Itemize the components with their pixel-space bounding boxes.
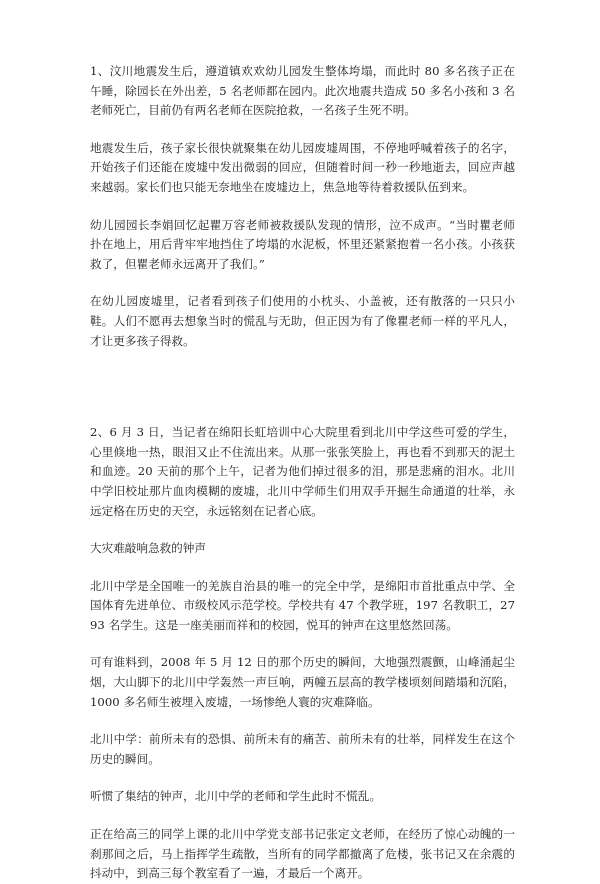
paragraph-earthquake-moment: 可有谁料到，2008 年 5 月 12 日的那个历史的瞬间，大地强烈震颤，山峰涌起尘烟，大山脚下的北川中学轰然一声巨响，两幢五层高的教学楼顷刻间踏塌和沉陷，1000 多名师生被埋入废墟，一场惨绝人寰的灾难降临。 <box>90 655 515 709</box>
paragraph-school-profile: 北川中学是全国唯一的羌族自治县的唯一的完全中学，是绵阳市首批重点中学、全国体育先进单位、市级校风示范学校。学校共有 47 个教学班，197 名教职工，2793 名学生。这是一座美丽而祥和的校园，悦耳的钟声在这里悠然回荡。 <box>90 578 515 632</box>
paragraph-bell-calm: 听惯了集结的钟声，北川中学的老师和学生此时不慌乱。 <box>90 789 382 804</box>
paragraph-teacher-zhang: 正在给高三的同学上课的北川中学党支部书记张定文老师，在经历了惊心动魄的一刹那间之后，马上指挥学生疏散，当所有的同学都撤离了危楼，张书记又在余震的抖动中，到高三每个教室看了一遍，才最后一个离开。 <box>90 827 515 881</box>
paragraph-teacher-rescue: 幼儿园园长李娟回忆起瞿万容老师被救援队发现的情形，泣不成声。“当时瞿老师扑在地上，用后背牢牢地挡住了垮塌的水泥板，怀里还紧紧抱着一名小孩。小孩获救了，但瞿老师永远离开了我们。” <box>90 217 515 271</box>
paragraph-parents-waiting: 地震发生后，孩子家长很快就聚集在幼儿园废墟周围，不停地呼喊着孩子的名字，开始孩子们还能在废墟中发出微弱的回应，但随着时间一秒一秒地逝去，回应声越来越弱。家长们也只能无奈地坐在废墟边上，焦急地等待着救援队伍到来。 <box>90 140 515 194</box>
paragraph-unprecedented: 北川中学：前所未有的恐惧、前所未有的痛苦、前所未有的壮举，同样发生在这个历史的瞬间。 <box>90 732 515 766</box>
paragraph-kindergarten-collapse: 1、汶川地震发生后，遵道镇欢欢幼儿园发生整体垮塌，而此时 80 多名孩子正在午睡，除园长在外出差，5 名老师都在园内。此次地震共造成 50 多名小孩和 3 名老师死亡，目前仍有两名老师在医院抢救，一名孩子生死不明。 <box>90 64 515 118</box>
document-page <box>90 62 515 884</box>
paragraph-beichuan-intro: 2、6 月 3 日，当记者在绵阳长虹培训中心大院里看到北川中学这些可爱的学生，心里倏地一热，眼泪又止不住流出来。从那一张张笑脸上，再也看不到那天的泥土和血迹。20 天前的那个上午，记者为他们掉过很多的泪，那是悲痛的泪水。北川中学旧校址那片血肉模糊的废墟，北川中学师生们用双手开掘生命通道的壮举，永远定格在历史的天空，永远铭刻在记者心底。 <box>90 425 515 518</box>
paragraph-ruins-scene: 在幼儿园废墟里，记者看到孩子们使用的小枕头、小盖被，还有散落的一只只小鞋。人们不愿再去想象当时的慌乱与无助，但正因为有了像瞿老师一样的平凡人，才让更多孩子得救。 <box>90 294 515 348</box>
section-heading: 大灾难敲响急救的钟声 <box>90 541 206 556</box>
